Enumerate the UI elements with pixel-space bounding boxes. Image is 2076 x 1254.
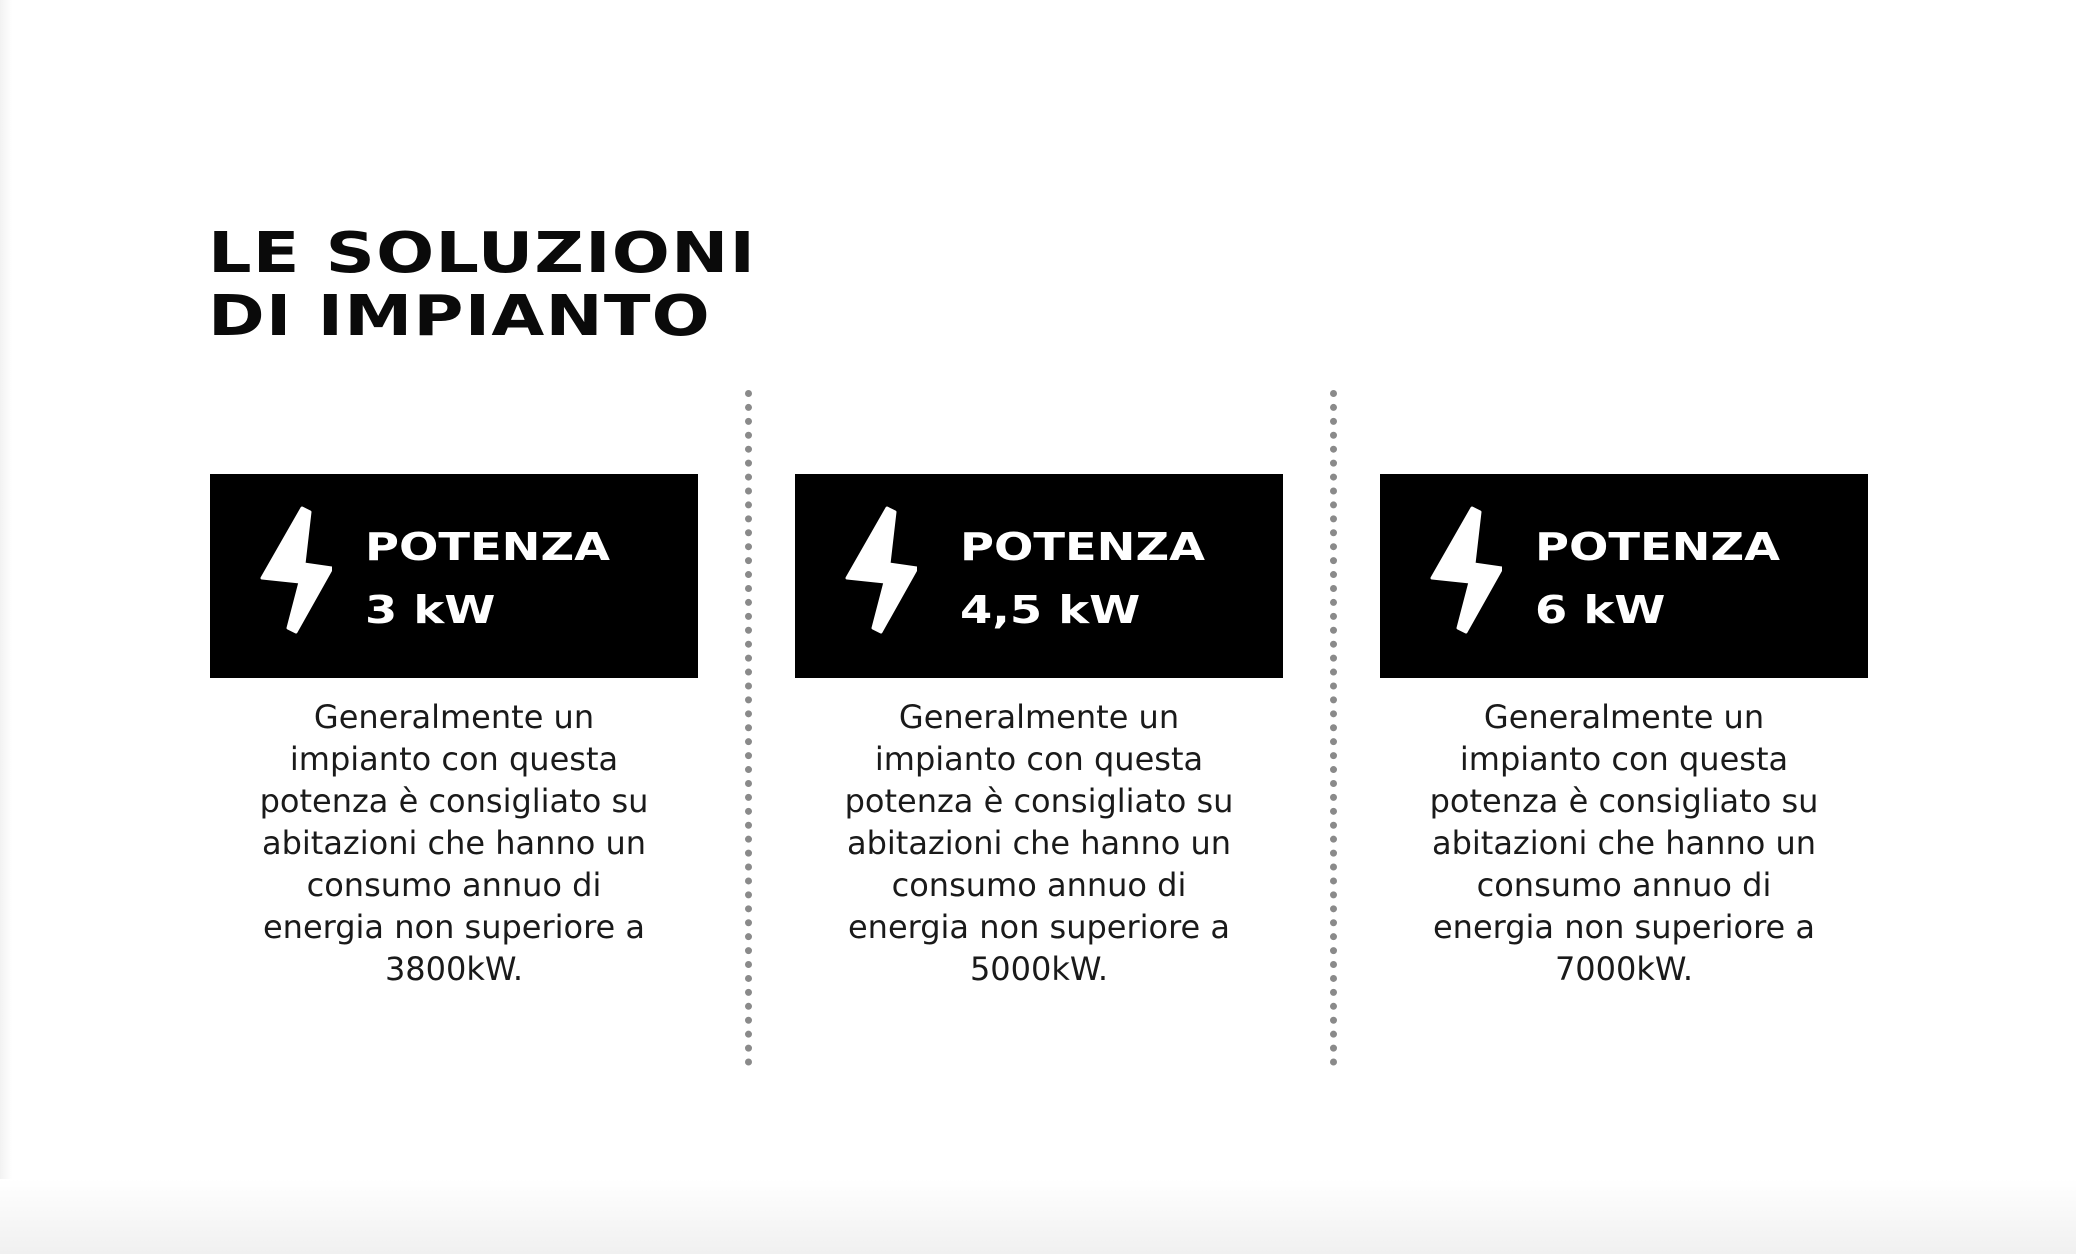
description-line: consumo annuo di [891, 866, 1187, 904]
power-heading: POTENZA [1535, 525, 1780, 569]
power-option-card-6kw [1380, 474, 1868, 990]
description-line: energia non superiore a [847, 908, 1231, 946]
description-line: impianto con questa [1459, 740, 1789, 778]
description-line: 3800kW. [384, 950, 524, 988]
power-badge-text [1535, 516, 1780, 642]
section-title [208, 222, 756, 348]
description-line: energia non superiore a [1432, 908, 1816, 946]
power-badge-text [365, 516, 610, 642]
lightning-bolt-icon [260, 506, 332, 636]
description-line: impianto con questa [874, 740, 1204, 778]
power-heading: POTENZA [365, 525, 610, 569]
description-line: energia non superiore a [262, 908, 646, 946]
power-badge [795, 474, 1283, 678]
column-divider [1330, 390, 1337, 1066]
lightning-bolt-icon [845, 506, 917, 636]
power-badge [1380, 474, 1868, 678]
description-line: potenza è consigliato su [1429, 782, 1819, 820]
section-title-line-1: LE SOLUZIONI [208, 221, 757, 286]
page-bottom-shadow [0, 1179, 2076, 1254]
description-line: abitazioni che hanno un [1431, 824, 1817, 862]
description-line: Generalmente un [313, 698, 595, 736]
description-line: potenza è consigliato su [259, 782, 649, 820]
power-option-card-4-5kw [795, 474, 1283, 990]
description-line: 7000kW. [1554, 950, 1694, 988]
description-line: 5000kW. [969, 950, 1109, 988]
description-line: consumo annuo di [1476, 866, 1772, 904]
power-badge [210, 474, 698, 678]
power-description [795, 696, 1283, 990]
power-value: 6 kW [1535, 588, 1666, 632]
section-title-line-2: DI IMPIANTO [208, 284, 711, 349]
description-line: Generalmente un [898, 698, 1180, 736]
page-edge-shadow [0, 0, 12, 1254]
description-line: abitazioni che hanno un [846, 824, 1232, 862]
power-description [1380, 696, 1868, 990]
power-option-card-3kw [210, 474, 698, 990]
description-line: consumo annuo di [306, 866, 602, 904]
power-value: 4,5 kW [960, 588, 1141, 632]
description-line: impianto con questa [289, 740, 619, 778]
description-line: potenza è consigliato su [844, 782, 1234, 820]
power-value: 3 kW [365, 588, 496, 632]
description-line: abitazioni che hanno un [261, 824, 647, 862]
description-line: Generalmente un [1483, 698, 1765, 736]
column-divider [745, 390, 752, 1066]
power-badge-text [960, 516, 1205, 642]
power-description [210, 696, 698, 990]
lightning-bolt-icon [1430, 506, 1502, 636]
power-heading: POTENZA [960, 525, 1205, 569]
